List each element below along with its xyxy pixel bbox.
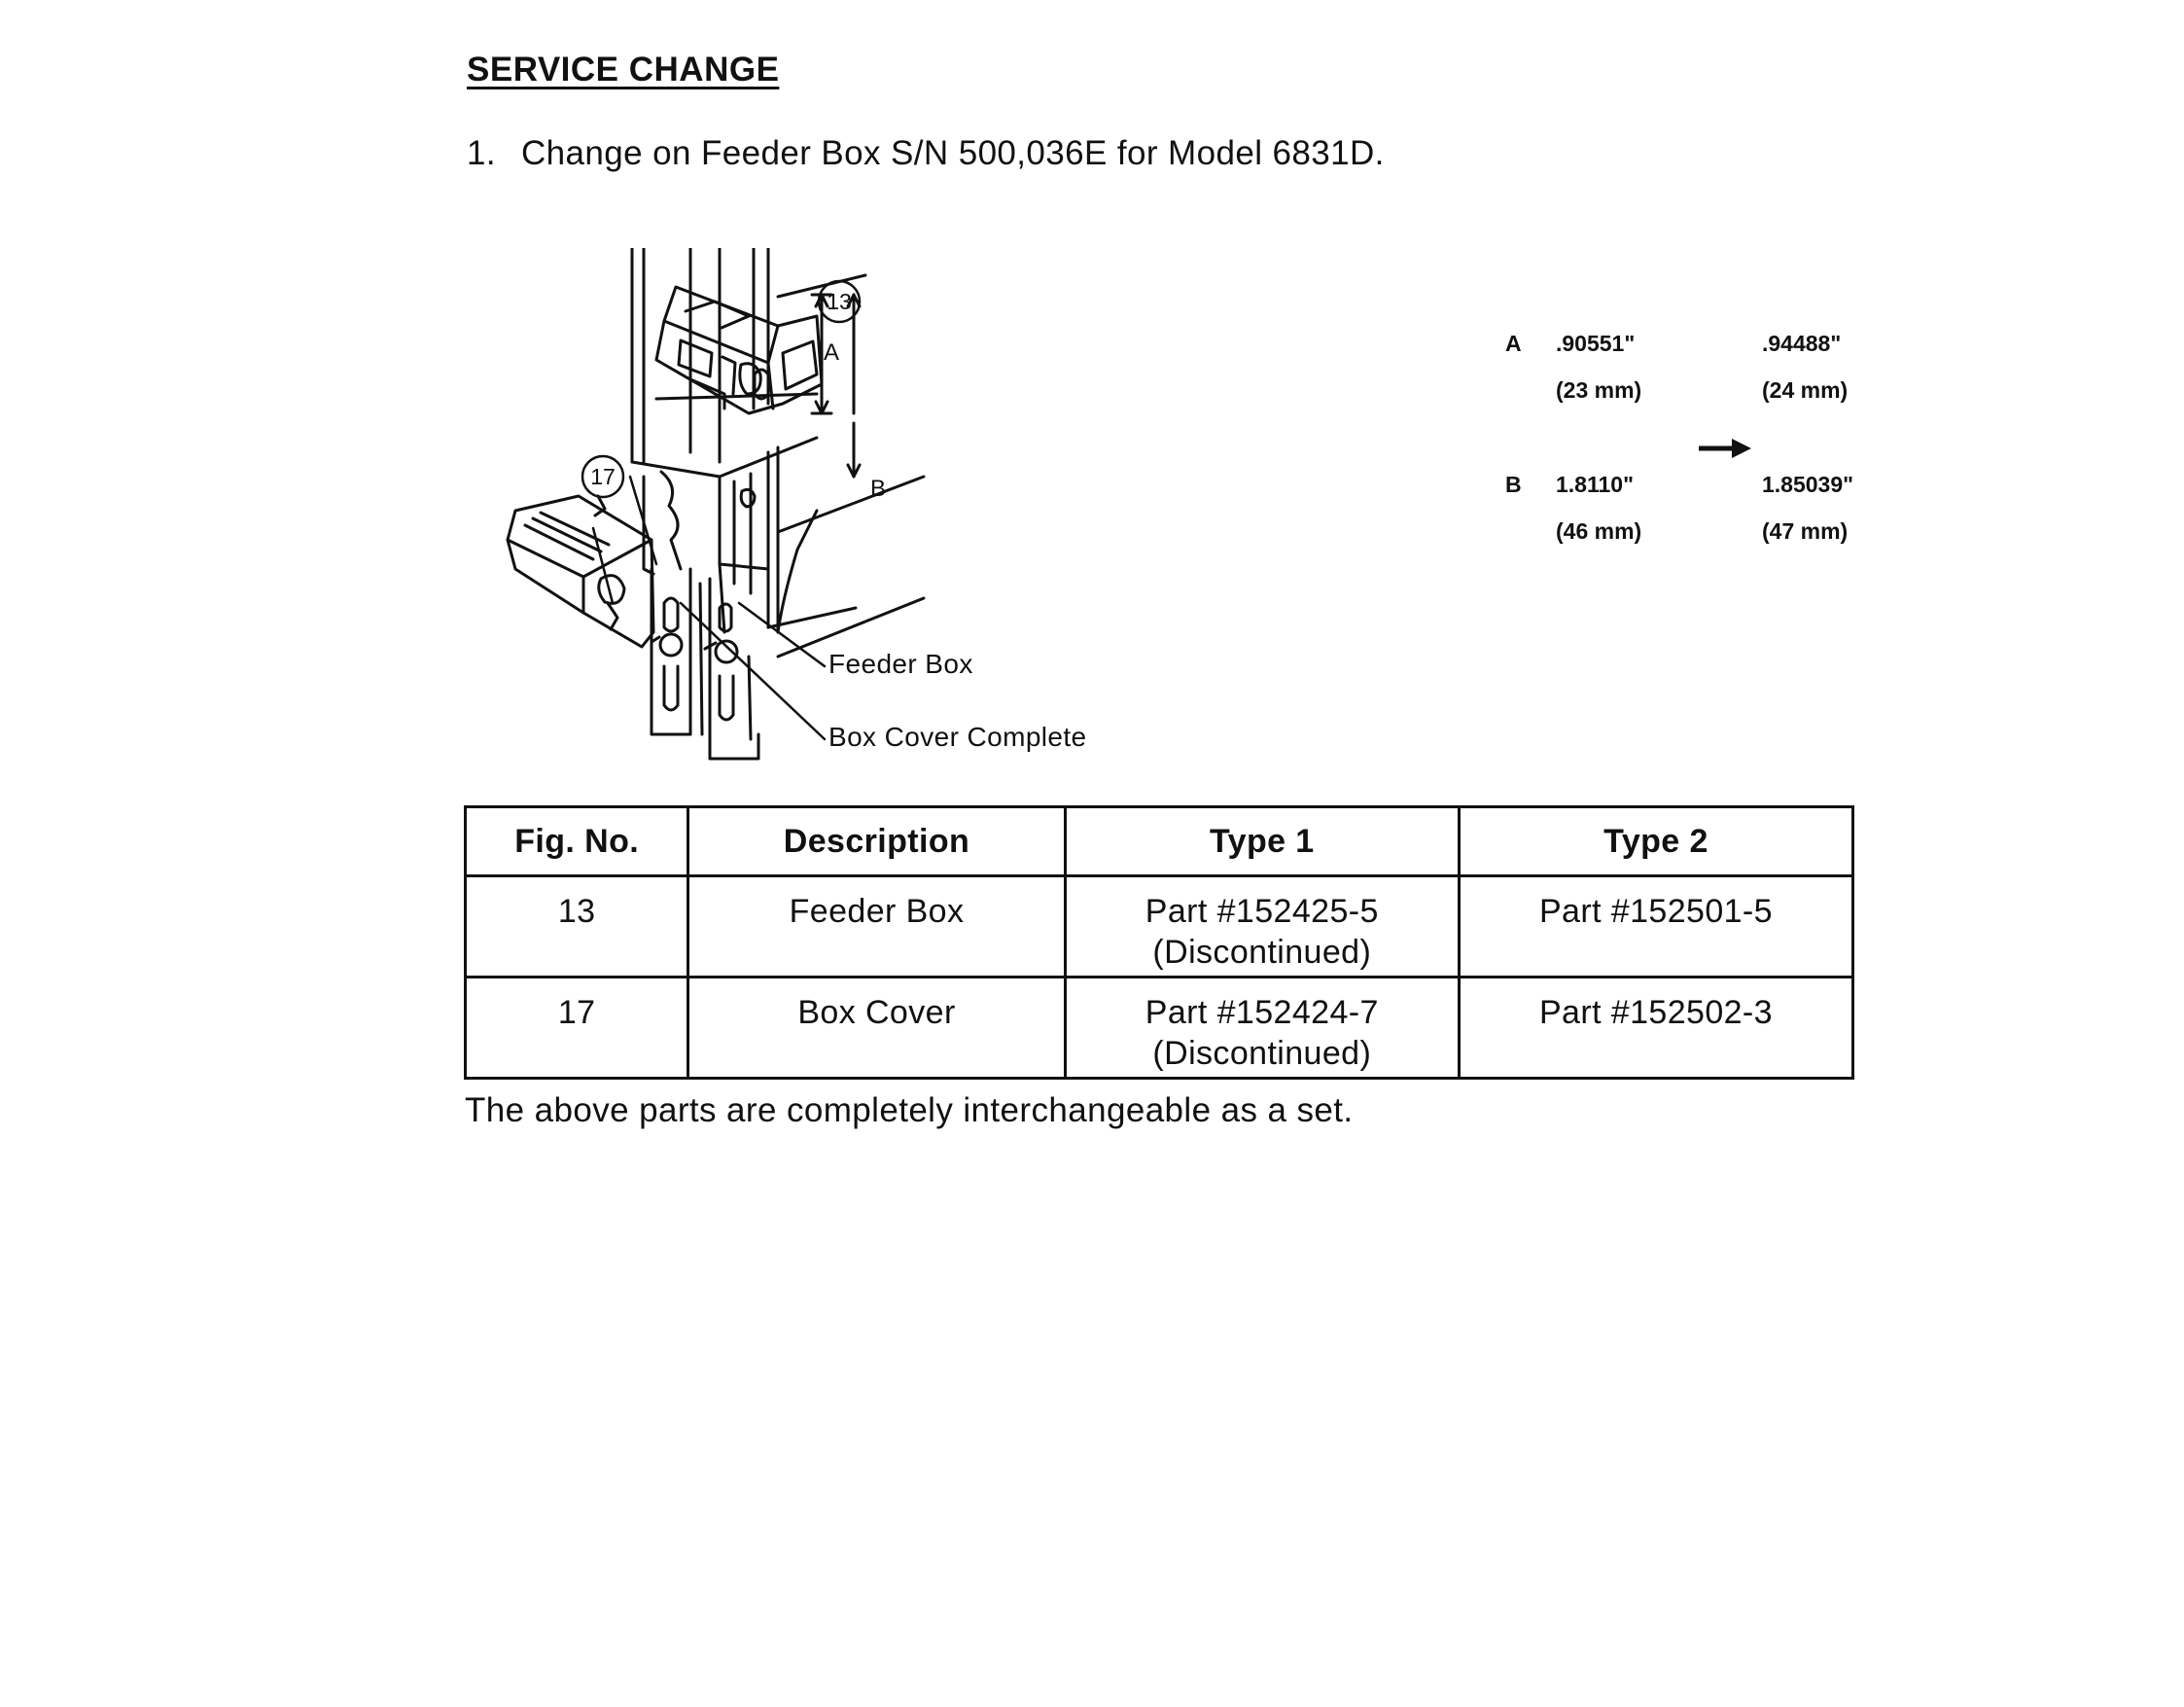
dim-row-a-new-mm: (24 mm)	[1762, 377, 1849, 403]
dim-row-b-letter: B	[1505, 472, 1522, 497]
dim-row-b-new-mm: (47 mm)	[1762, 518, 1849, 544]
dim-letter-a: A	[823, 339, 840, 366]
dim-row-a-new-in: .94488"	[1762, 331, 1842, 356]
cell-type-1	[1065, 876, 1459, 978]
dimension-lines	[778, 275, 865, 477]
intro-line	[467, 134, 1385, 173]
dim-row-a-old-in: .90551"	[1556, 331, 1636, 356]
table-header-row	[466, 807, 1853, 876]
dim-row-a-old-mm: (23 mm)	[1556, 377, 1642, 403]
dim-row-a-letter: A	[1505, 331, 1522, 356]
interchangeability-note: The above parts are completely interchangeable as a set.	[465, 1091, 1354, 1129]
intro-text: Change on Feeder Box S/N 500,036E for Model 6831D.	[521, 134, 1385, 172]
dim-row-b-new-in: 1.85039"	[1762, 472, 1854, 497]
cell-fig: 17	[466, 978, 688, 1079]
feeder-box-label: Feeder Box	[828, 649, 973, 679]
box-cover-label: Box Cover Complete	[828, 722, 1087, 752]
cell-type-2: Part #152501-5	[1459, 876, 1852, 978]
parts-diagram	[486, 248, 1517, 768]
cell-fig: 13	[466, 876, 688, 978]
dimension-table	[1497, 331, 1906, 564]
type-1-part: Part #152425-5	[1145, 893, 1379, 930]
header-description: Description	[688, 807, 1065, 876]
callout-13: 13	[827, 289, 852, 314]
intro-number: 1.	[467, 134, 496, 172]
cell-description: Feeder Box	[688, 876, 1065, 978]
header-fig-no: Fig. No.	[466, 807, 688, 876]
dim-letter-b: B	[869, 476, 887, 502]
dim-row-b-old-in: 1.8110"	[1556, 472, 1634, 497]
table-row	[466, 876, 1853, 978]
table-row	[466, 978, 1853, 1079]
page-heading: SERVICE CHANGE	[467, 51, 780, 89]
type-1-note: (Discontinued)	[1152, 934, 1372, 971]
arrow-right-icon	[1697, 436, 1755, 461]
diagram-drawing	[486, 248, 1517, 768]
type-1-note: (Discontinued)	[1152, 1035, 1372, 1072]
header-type-1: Type 1	[1065, 807, 1459, 876]
parts-table	[464, 805, 1854, 1080]
dim-row-b-old-mm: (46 mm)	[1556, 518, 1642, 544]
cell-description: Box Cover	[688, 978, 1065, 1079]
cell-type-1	[1065, 978, 1459, 1079]
header-type-2: Type 2	[1459, 807, 1852, 876]
box-cover-part-drawing	[508, 496, 653, 647]
type-1-part: Part #152424-7	[1145, 994, 1379, 1031]
cell-type-2: Part #152502-3	[1459, 978, 1852, 1079]
callout-17: 17	[590, 464, 616, 489]
